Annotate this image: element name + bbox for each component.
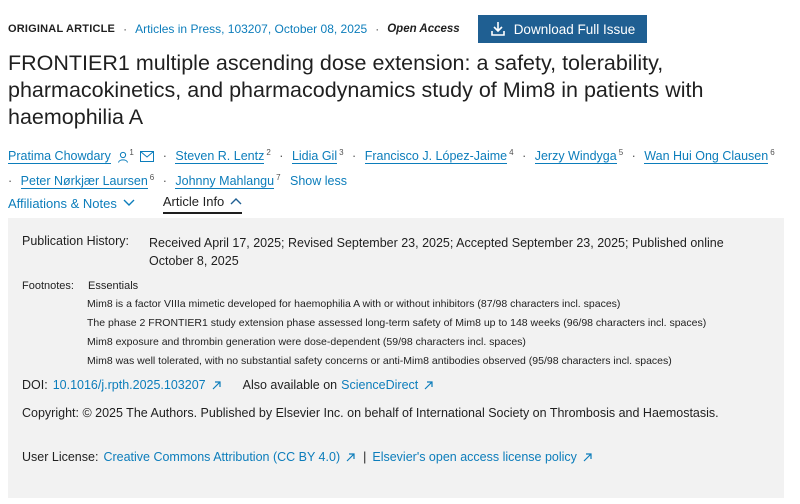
external-link-icon [212,381,221,390]
article-header-bar [8,14,792,44]
footnote-item: The phase 2 FRONTIER1 study extension phase assessed long-term safety of Mim8 up to 148 weeks (96/98 characters incl. spaces) [87,317,707,329]
external-link-icon [346,453,355,462]
chevron-down-icon [123,199,135,207]
person-icon[interactable] [117,151,129,163]
issue-info-link[interactable]: Articles in Press, 103207, October 08, 2025 [135,22,368,36]
doi-link[interactable]: 10.1016/j.rpth.2025.103207 [52,378,206,392]
external-link-icon [424,381,433,390]
cc-license-link[interactable]: Creative Commons Attribution (CC BY 4.0) [103,450,341,464]
license-label: User License: [22,450,99,464]
footnote-item: Mim8 is a factor VIIIa mimetic developed for haemophilia A with or without inhibitors (87/98 characters incl. spaces) [87,298,621,310]
sciencedirect-link[interactable]: ScienceDirect [341,378,419,392]
author-link[interactable]: Peter Nørkjær Laursen $^6$ [20,173,155,189]
author-link[interactable]: Wan Hui Ong Clausen $^6$ [644,148,775,164]
author-link[interactable]: Francisco J. López-Jaime $^4$ [364,148,514,164]
author-link[interactable]: Johnny Mahlangu $^7$ [175,173,281,189]
tab-article-info-label: Article Info [162,193,225,209]
license-policy-link[interactable]: Elsevier's open access license policy [372,450,577,464]
separator-dot: · [522,149,527,164]
separator-dot: · [162,149,167,164]
article-info-panel [8,218,784,498]
footnotes-heading: Essentials [88,280,139,292]
external-link-icon [583,453,592,462]
doi-label: DOI: [22,378,48,392]
tab-affiliations-label: Affiliations & Notes [8,195,117,211]
mail-icon[interactable] [140,151,154,162]
download-icon [490,21,506,37]
chevron-up-icon [230,197,242,205]
author-list [8,142,792,192]
separator-dot: · [162,174,167,189]
author-link[interactable]: Steven R. Lentz $^2$ [175,148,271,164]
license-row [22,450,592,464]
separator-dot: · [375,22,380,36]
tab-affiliations[interactable] [8,192,135,214]
copyright-text: Copyright: © 2025 The Authors. Published by Elsevier Inc. on behalf of International Society on Thrombosis and Haemostasis. [22,406,719,420]
separator-dot: · [279,149,284,164]
article-type: ORIGINAL ARTICLE [8,23,116,35]
publication-history-value: Received April 17, 2025; Revised September 23, 2025; Accepted September 23, 2025; Published online October 8, 2025 [149,236,724,268]
author-link[interactable]: Jerzy Windyga $^5$ [534,148,624,164]
separator-dot: · [352,149,357,164]
doi-row [22,378,433,392]
footnote-item: Mim8 exposure and thrombin generation were dose-dependent (59/98 characters incl. spaces) [87,336,526,348]
license-separator: | [363,450,367,464]
separator-dot: · [631,149,636,164]
footnote-item: Mim8 was well tolerated, with no substantial safety concerns or anti-Mim8 antibodies observed (95/98 characters incl. spaces) [87,355,672,367]
separator-dot: · [8,174,13,189]
article-tabs [8,192,270,214]
author-link[interactable]: Pratima Chowdary [8,149,111,164]
show-less-link[interactable]: Show less [290,174,347,189]
article-title: FRONTIER1 multiple ascending dose extension: a safety, tolerability, pharmacokinetics, and pharmacodynamics study of Mim8 in patients with haemophilia A [8,51,704,129]
tab-article-info[interactable] [163,192,242,214]
publication-history-label: Publication History: [22,234,129,248]
footnotes-label: Footnotes: [22,280,74,292]
author-link[interactable]: Lidia Gil $^3$ [291,148,344,164]
download-full-issue-button[interactable] [478,15,648,43]
separator-dot: · [123,22,128,36]
author-sup: 1 [129,148,134,157]
open-access-label: Open Access [387,23,460,35]
download-button-label: Download Full Issue [513,21,636,37]
also-available-label: Also available on [242,378,338,392]
